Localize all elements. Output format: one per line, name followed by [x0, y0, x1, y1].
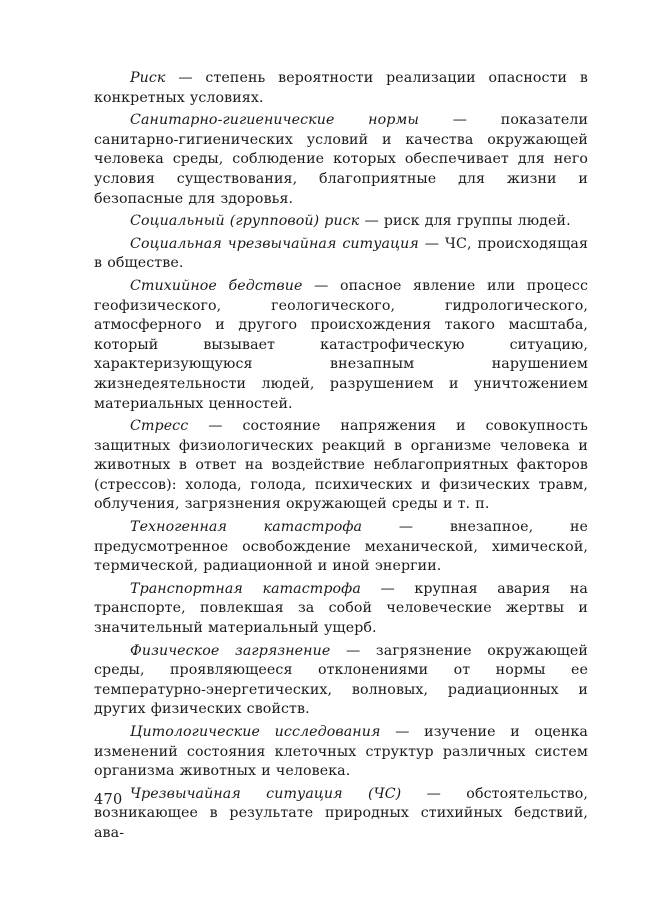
entry-definition: — степень вероятности реализации опасности в конкретных условиях. [94, 70, 588, 106]
entry-definition: — обстоятельство, возникающее в результате природных стихийных бедствий, ава- [94, 785, 588, 841]
entry-term: Физическое загрязнение [130, 642, 331, 659]
glossary-entry-cytological-research [94, 723, 588, 782]
entry-definition: — риск для группы людей. [359, 213, 571, 230]
glossary-entry-physical-pollution [94, 642, 588, 720]
entry-definition: — показатели санитарно-гигиенических условий и качества окружающей человека среды, соблюдение которых обеспечивает для него условия существования, благоприятные для жизни и безопасные для здоровья. [94, 112, 588, 207]
entry-definition: — опасное явление или процесс геофизического, геологического, гидрологического, атмосферного и другого происхождения такого масштаба, который вызывает катастрофическую ситуацию, характеризующуюся внезапным нарушением жизнедеятельности людей, разрушением и уничтожением материальных ценностей. [94, 277, 588, 412]
entry-definition: — загрязнение окружающей среды, проявляющееся отклонениями от нормы ее температурно-энергетических, волновых, радиационных и других физических свойств. [94, 642, 588, 718]
entry-term: Чрезвычайная ситуация (ЧС) [130, 785, 402, 802]
entry-definition: — изучение и оценка изменений состояния клеточных структур различных систем организма животных и человека. [94, 724, 588, 780]
entry-term: Цитологические исследования [130, 724, 381, 740]
entry-definition: — крупная авария на транспорте, повлекшая за собой человеческие жертвы и значительный материальный ущерб. [94, 580, 588, 637]
entry-definition: — ЧС, происходящая в обществе. [94, 235, 588, 272]
entry-term: Стресс [130, 418, 189, 435]
entry-term: Транспортная катастрофа [130, 580, 361, 597]
glossary-entry-technogenic-catastrophe [94, 518, 588, 577]
page-number: 470 [94, 792, 123, 808]
glossary-entry-natural-disaster [94, 277, 588, 414]
entry-definition: — внезапное, не предусмотренное освобождение механической, химической, термической, радиационной и иной энергии. [94, 519, 588, 575]
glossary-entry-risk [94, 69, 588, 108]
entry-definition: — состояние напряжения и совокупность защитных физиологических реакций в организме человека и животных в ответ на воздействие неблагоприятных факторов (стрессов): холода, голода, психических и физических травм, облучения, загрязнения окружающей среды и т. п. [94, 418, 588, 513]
glossary-entry-emergency [94, 785, 588, 844]
entry-term: Риск [130, 70, 166, 86]
glossary-text [94, 69, 588, 847]
glossary-entry-social-emergency [94, 235, 588, 274]
glossary-entry-stress [94, 417, 588, 515]
entry-term: Техногенная катастрофа [130, 519, 363, 536]
glossary-entry-sanitary-norms [94, 111, 588, 209]
entry-term: Социальная чрезвычайная ситуация [130, 235, 419, 252]
entry-term: Санитарно-гигиенические нормы [130, 112, 419, 129]
entry-term: Социальный (групповой) риск [130, 213, 360, 230]
glossary-entry-transport-catastrophe [94, 580, 588, 639]
entry-term: Стихийное бедствие [130, 277, 303, 294]
glossary-entry-social-risk [94, 212, 588, 232]
